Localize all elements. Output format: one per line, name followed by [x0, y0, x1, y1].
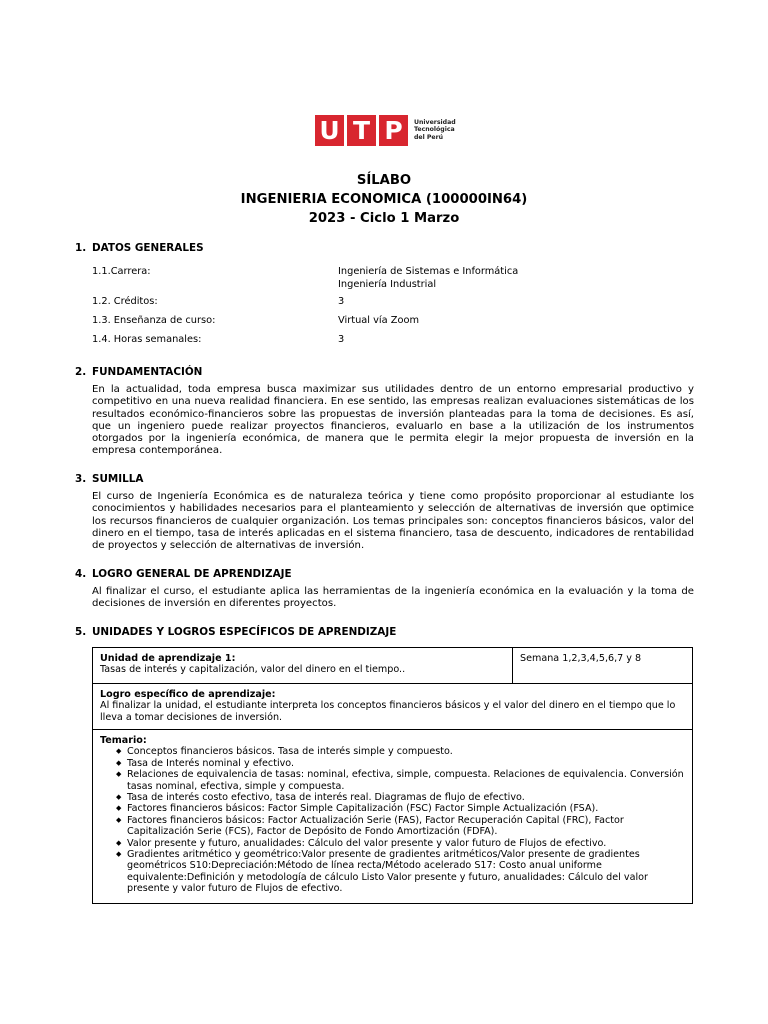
- section-number: 3.: [75, 473, 87, 485]
- fundamentacion-text: En la actualidad, toda empresa busca maximizar sus utilidades dentro de un entorno empresarial productivo y competitivo en una nueva realidad financiera. En ese sentido, las empresas realizan evaluaciones sistemáticas de los resultados económico-financieros sobre las propuestas de inversión planteadas para la toma de decisiones. Es así, que un ingeniero puede realizar proyectos financieros, evaluarlo en base a la utilización de los instrumentos otorgados por la ingeniería económica, de manera que le permita elegir la mejor propuesta de inversión en la empresa contemporánea.: [92, 384, 694, 457]
- unit-title: Unidad de aprendizaje 1:: [100, 653, 236, 664]
- datos-label-creditos: 1.2. Créditos:: [92, 296, 158, 307]
- datos-label-horas: 1.4. Horas semanales:: [92, 334, 202, 345]
- logo-letter-t: T: [347, 115, 376, 146]
- datos-value-creditos: 3: [338, 296, 345, 307]
- logo-text: [414, 119, 456, 141]
- unit-logro-cell: [93, 684, 692, 728]
- temario-item: ◆ Tasa de Interés nominal y efectivo.: [127, 758, 685, 769]
- section-number: 4.: [75, 568, 87, 580]
- temario-item: ◆ Tasa de interés costo efectivo, tasa de interés real. Diagramas de flujo de efectivo.: [127, 792, 685, 803]
- section-number: 2.: [75, 366, 87, 378]
- section-heading-datos-generales: [75, 242, 204, 254]
- logo-text-line: Universidad: [414, 119, 456, 127]
- datos-value-line: Ingeniería Industrial: [338, 278, 437, 290]
- datos-value-carrera: [338, 266, 518, 291]
- datos-value-line: Ingeniería de Sistemas e Informática: [338, 266, 519, 277]
- unit-table: [92, 647, 693, 904]
- unit-title-cell: [93, 648, 512, 681]
- section-heading-sumilla: [75, 473, 143, 485]
- temario-item: ◆ Gradientes aritmético y geométrico:Valor presente de gradientes aritméticos/Valor presente de gradientes geométricos S10:Depreciación:Método de línea recta/Método acelerado S17: Costo anual uniforme equivalente:Definición y metodología de cálculo Listo Valor presente y futuro, anualidades: Cálculo del valor presente y valor futuro de Flujos de efectivo.: [127, 849, 685, 895]
- section-title: LOGRO GENERAL DE APRENDIZAJE: [92, 568, 292, 580]
- utp-logo: [315, 113, 456, 147]
- logo-letter-p: P: [379, 115, 408, 146]
- datos-value-ensenanza: Virtual vía Zoom: [338, 315, 420, 326]
- temario-title: Temario:: [100, 735, 147, 746]
- datos-label-carrera: 1.1.Carrera:: [92, 266, 151, 277]
- section-title: FUNDAMENTACIÓN: [92, 366, 203, 378]
- temario-item: ◆ Factores financieros básicos: Factor Actualización Serie (FAS), Factor Recuperación Capital (FRC), Factor Capitalización Serie (FCS), Factor de Depósito de Fondo Amortización (FDFA).: [127, 815, 685, 838]
- logro-general-text: Al finalizar el curso, el estudiante aplica las herramientas de la ingeniería económica en la evaluación y la toma de decisiones de inversión en diferentes proyectos.: [92, 586, 694, 610]
- logo-text-line: Tecnológica: [414, 126, 455, 134]
- unit-logro-title: Logro específico de aprendizaje:: [100, 689, 276, 700]
- temario-item: ◆ Valor presente y futuro, anualidades: Cálculo del valor presente y valor futuro de Flujos de efectivo.: [127, 838, 685, 849]
- temario-item: ◆ Relaciones de equivalencia de tasas: nominal, efectiva, simple, compuesta. Relaciones de equivalencia. Conversión tasas nominal, efectiva, simple y compuesta.: [127, 769, 685, 792]
- unit-weeks: Semana 1,2,3,4,5,6,7 y 8: [520, 653, 642, 664]
- section-heading-fundamentacion: [75, 366, 202, 378]
- section-number: 1.: [75, 242, 87, 254]
- unit-description: Tasas de interés y capitalización, valor del dinero en el tiempo..: [100, 664, 406, 676]
- section-heading-unidades: [75, 626, 396, 638]
- section-number: 5.: [75, 626, 87, 638]
- sumilla-text: El curso de Ingeniería Económica es de naturaleza teórica y tiene como propósito proporcionar al estudiante los conocimientos y habilidades necesarios para el planteamiento y selección de alternativas de inversión que optimice los recursos financieros de cualquier organización. Los temas principales son: conceptos financieros básicos, valor del dinero en el tiempo, tasa de interés aplicadas en el sistema financiero, tasa de descuento, indicadores de rentabilidad de proyectos y selección de alternativas de inversión.: [92, 491, 694, 552]
- section-title: UNIDADES Y LOGROS ESPECÍFICOS DE APRENDIZAJE: [92, 626, 397, 638]
- logo-text-line: del Perú: [414, 133, 444, 141]
- period-title: 2023 - Ciclo 1 Marzo: [308, 211, 460, 226]
- unit-temario-cell: [93, 730, 692, 900]
- temario-list: [100, 746, 685, 894]
- logo-letter-u: U: [315, 115, 344, 146]
- section-heading-logro-general: [75, 568, 292, 580]
- datos-value-horas: 3: [338, 334, 345, 345]
- section-title: DATOS GENERALES: [92, 242, 204, 254]
- document-title: SÍLABO: [356, 173, 412, 188]
- temario-item: ◆ Factores financieros básicos: Factor Simple Capitalización (FSC) Factor Simple Actualización (FSA).: [127, 803, 685, 814]
- unit-weeks-cell: [513, 648, 693, 669]
- unit-logro-text: Al finalizar la unidad, el estudiante interpreta los conceptos financieros básicos y el valor del dinero en el tiempo que lo lleva a tomar decisiones de inversión.: [100, 700, 676, 723]
- datos-label-ensenanza: 1.3. Enseñanza de curso:: [92, 315, 216, 326]
- temario-item: ◆ Conceptos financieros básicos. Tasa de interés simple y compuesto.: [127, 746, 685, 757]
- course-title: INGENIERIA ECONOMICA (100000IN64): [240, 192, 528, 207]
- section-title: SUMILLA: [92, 473, 144, 485]
